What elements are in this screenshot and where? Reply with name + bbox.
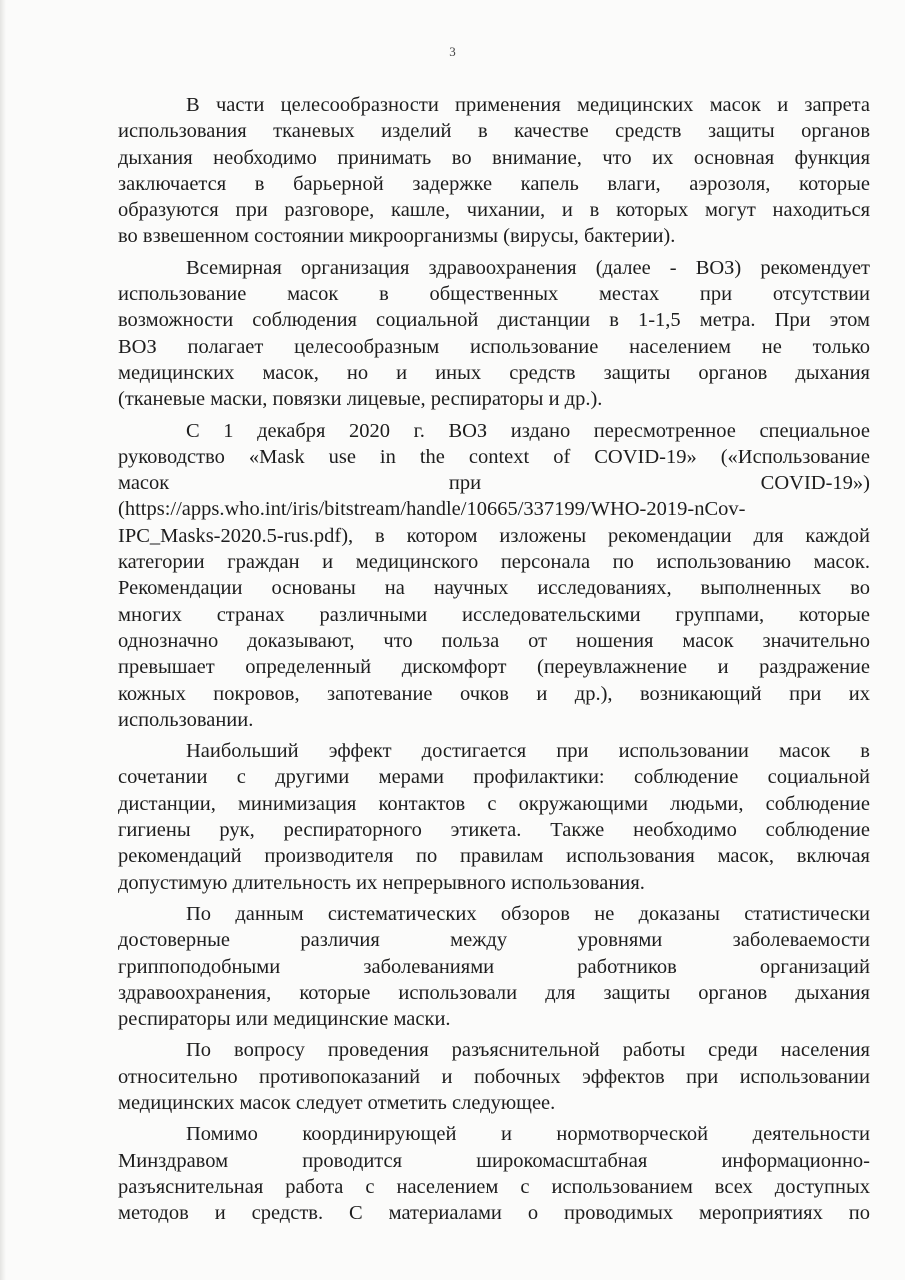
page-number: 3 [449, 44, 456, 59]
paragraph [118, 738, 870, 896]
text-line: респираторы или медицинские маски. [118, 1008, 451, 1031]
paragraph [118, 418, 870, 734]
text-line: категории граждан и медицинского персонала по использованию масок. [118, 551, 870, 574]
text-line: рекомендаций производителя по правилам использования масок, включая [118, 845, 870, 868]
text-line: превышает определенный дискомфорт (переувлажнение и раздражение [118, 656, 870, 679]
text-line: Помимо координирующей и нормотворческой деятельности [186, 1123, 870, 1146]
text-line: многих странах различными исследовательскими группами, которые [118, 603, 870, 626]
text-line: (тканевые маски, повязки лицевые, респираторы и др.). [118, 388, 603, 411]
text-line: IPC_Masks-2020.5-rus.pdf), в котором изложены рекомендации для каждой [118, 524, 870, 547]
paragraph [118, 92, 870, 250]
text-line: сочетании с другими мерами профилактики: соблюдение социальной [118, 766, 870, 789]
text-line: гриппоподобными заболеваниями работников организаций [118, 955, 870, 978]
paragraph [118, 255, 870, 413]
text-line: достоверные различия между уровнями заболеваемости [118, 929, 870, 952]
text-line: использовании. [118, 708, 254, 731]
text-line: однозначно доказывают, что польза от ношения масок значительно [118, 629, 870, 652]
text-line: Наибольший эффект достигается при использовании масок в [186, 740, 870, 763]
text-line: руководство «Mask use in the context of COVID-19» («Использование [118, 445, 870, 468]
text-line: Рекомендации основаны на научных исследованиях, выполненных во [118, 577, 870, 600]
text-line: масок при COVID-19») [118, 472, 870, 495]
text-line: медицинских масок, но и иных средств защиты органов дыхания [118, 361, 870, 384]
text-line: Минздравом проводится широкомасштабная информационно- [118, 1149, 870, 1172]
text-line: (https://apps.who.int/iris/bitstream/handle/10665/337199/WHO-2019-nCov- [118, 498, 746, 521]
text-line: В части целесообразности применения медицинских масок и запрета [186, 94, 870, 116]
text-line: допустимую длительность их непрерывного использования. [118, 871, 645, 894]
text-line: образуются при разговоре, кашле, чихании, и в которых могут находиться [118, 199, 870, 222]
text-line: ВОЗ полагает целесообразным использование населением не только [118, 335, 870, 358]
text-line: разъяснительная работа с населением с использованием всех доступных [118, 1175, 870, 1198]
text-line: дыхания необходимо принимать во внимание, что их основная функция [118, 146, 870, 169]
text-line: использование масок в общественных местах при отсутствии [118, 283, 870, 306]
paragraph [118, 1121, 870, 1226]
text-line: во взвешенном состоянии микроорганизмы (вирусы, бактерии). [118, 225, 676, 248]
text-line: возможности соблюдения социальной дистанции в 1-1,5 метра. При этом [118, 309, 870, 332]
text-line: заключается в барьерной задержке капель влаги, аэрозоля, которые [118, 172, 870, 195]
document-body [118, 92, 870, 1231]
text-line: кожных покровов, запотевание очков и др.), возникающий при их [118, 682, 870, 705]
text-line: Всемирная организация здравоохранения (далее - ВОЗ) рекомендует [186, 256, 870, 279]
text-line: методов и средств. С материалами о проводимых мероприятиях по [118, 1202, 870, 1225]
paragraph [118, 1037, 870, 1116]
text-line: По данным систематических обзоров не доказаны статистически [186, 902, 870, 925]
text-line: дистанции, минимизация контактов с окружающими людьми, соблюдение [118, 792, 870, 815]
text-line: гигиены рук, респираторного этикета. Также необходимо соблюдение [118, 819, 870, 842]
text-line: использования тканевых изделий в качестве средств защиты органов [118, 120, 870, 143]
text-line: С 1 декабря 2020 г. ВОЗ издано пересмотренное специальное [186, 419, 870, 442]
text-line: По вопросу проведения разъяснительной работы среди населения [186, 1039, 870, 1062]
scan-edge-shadow [0, 0, 6, 1280]
paragraph [118, 901, 870, 1032]
text-line: медицинских масок следует отметить следующее. [118, 1091, 556, 1114]
text-line: относительно противопоказаний и побочных эффектов при использовании [118, 1065, 870, 1088]
text-line: здравоохранения, которые использовали для защиты органов дыхания [118, 981, 870, 1004]
